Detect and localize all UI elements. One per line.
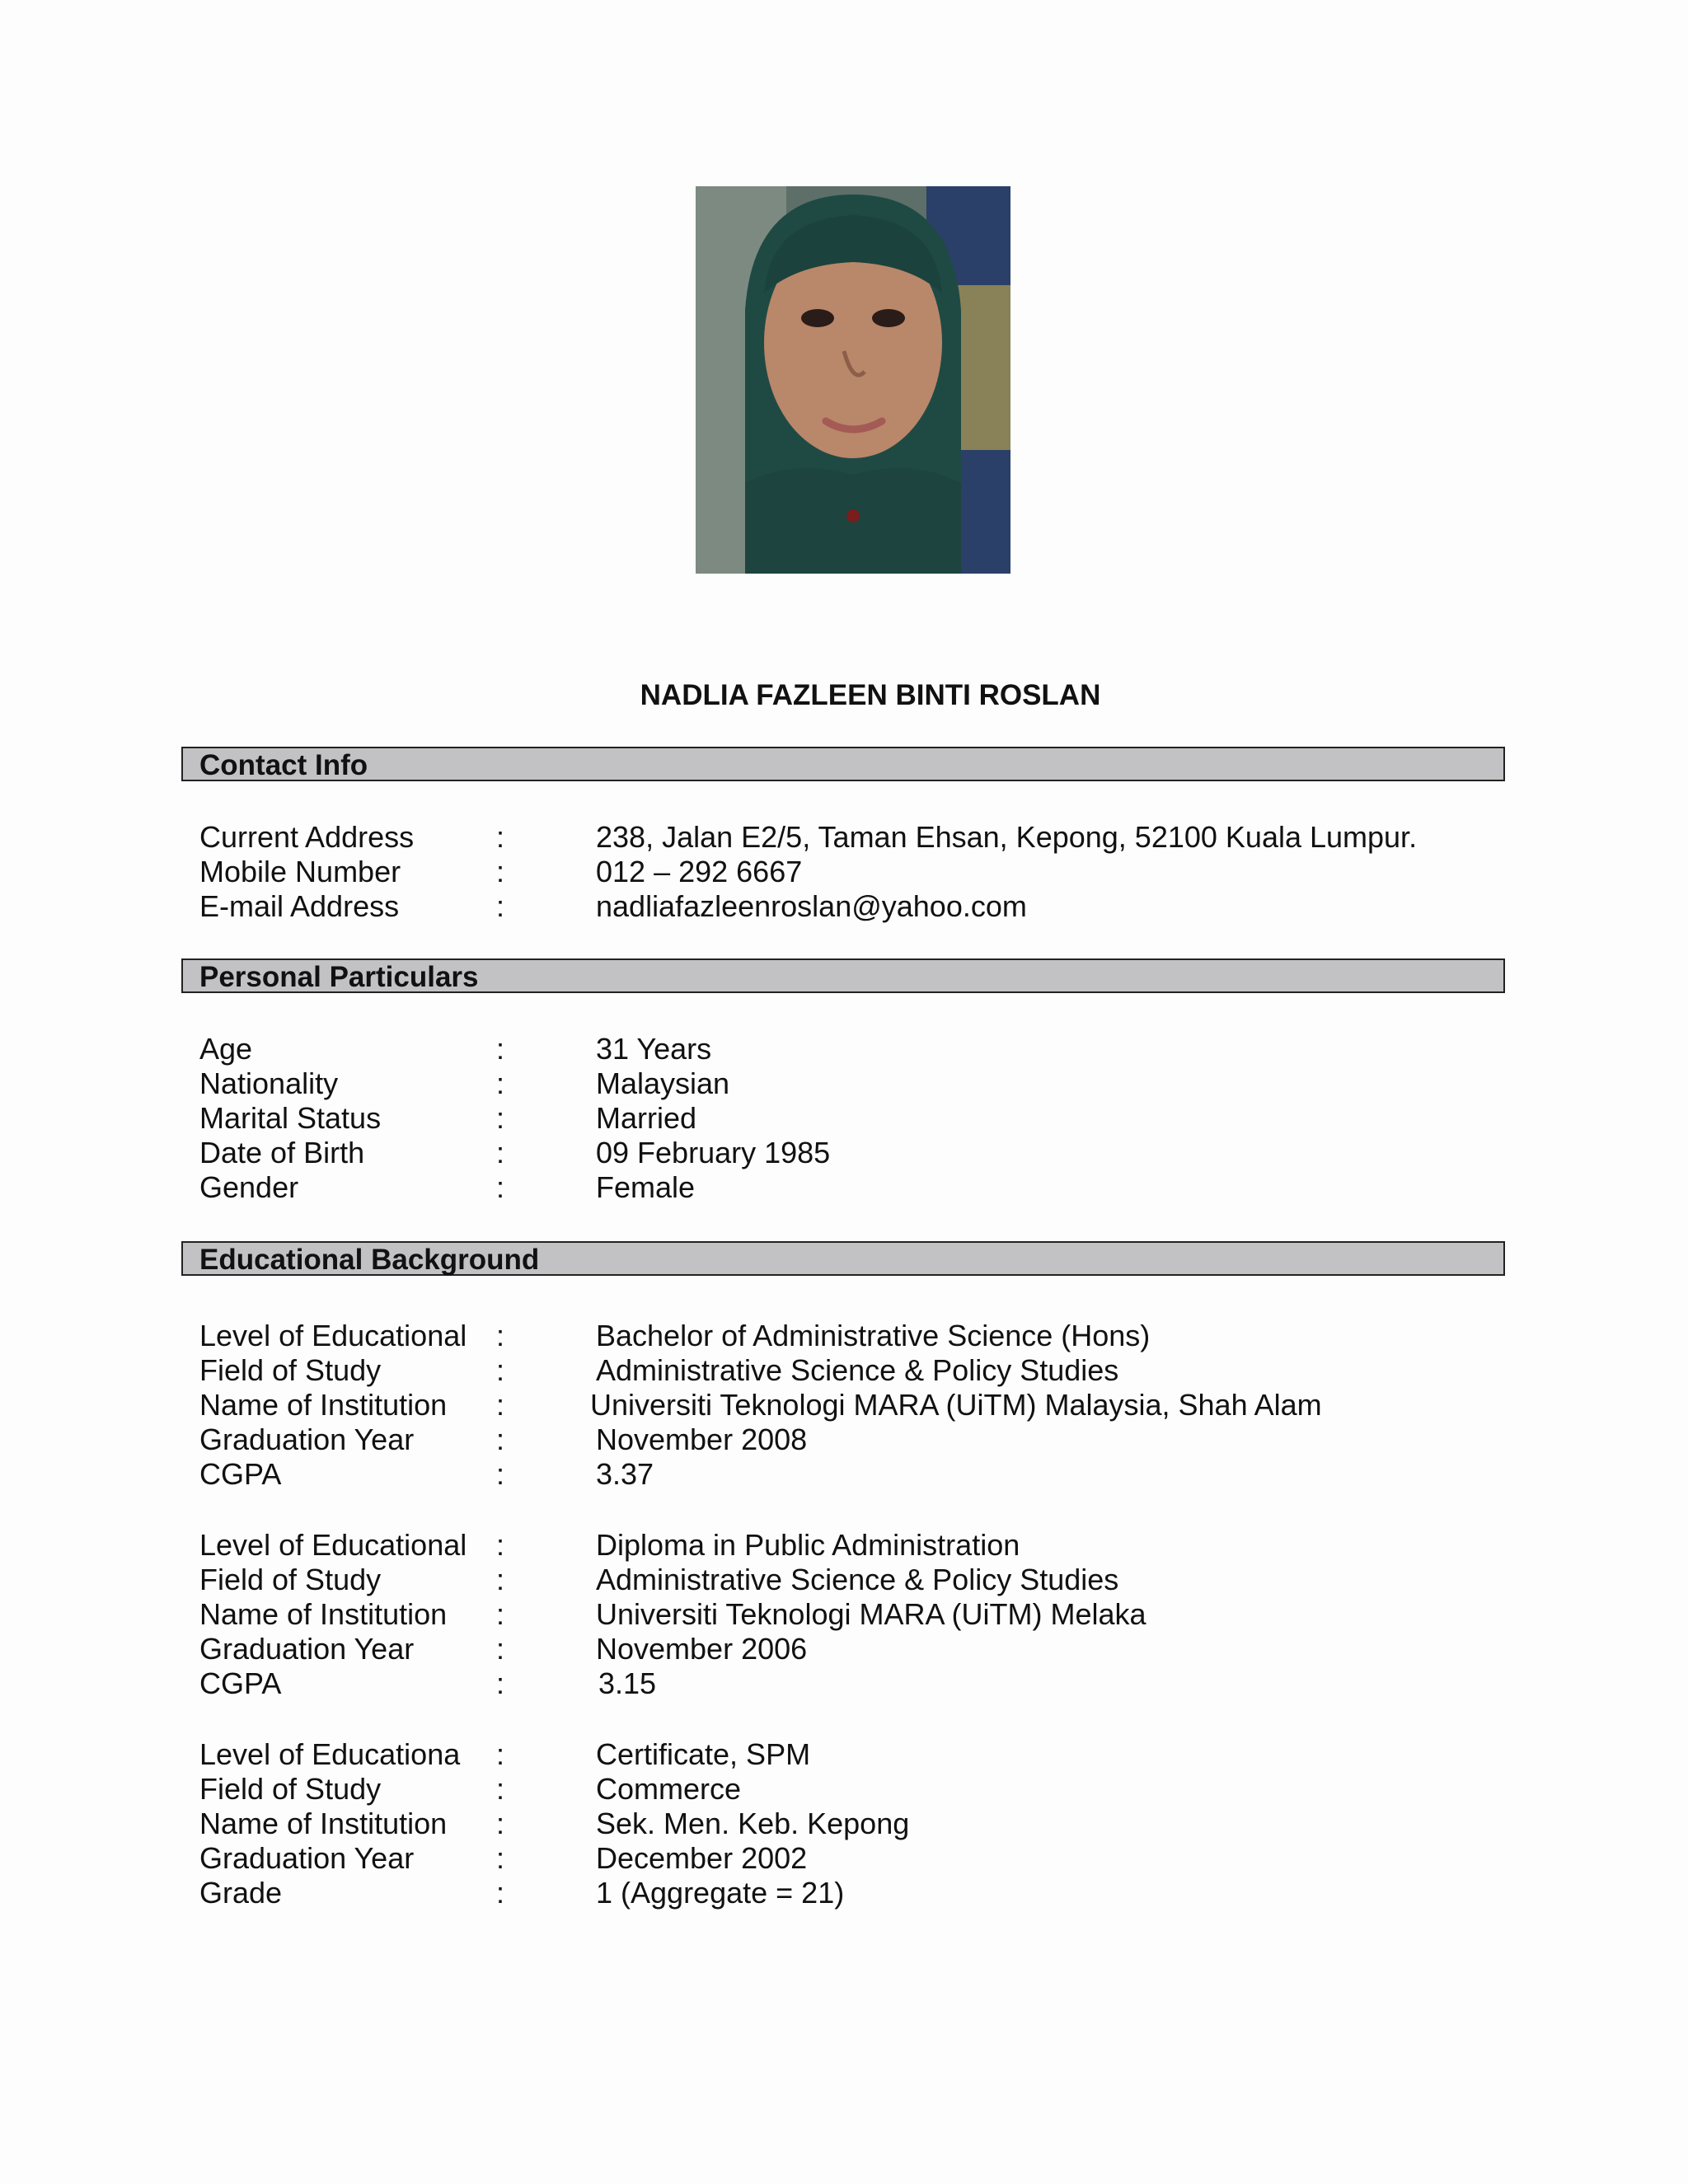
row-separator: : — [496, 1737, 505, 1771]
education-row-cgpa — [0, 1457, 1688, 1492]
row-separator: : — [496, 1457, 505, 1491]
row-separator: : — [496, 820, 505, 854]
education-row-institution — [0, 1807, 1688, 1841]
education-row-level — [0, 1528, 1688, 1563]
row-value: November 2008 — [596, 1422, 808, 1456]
row-value: Commerce — [596, 1772, 742, 1806]
row-label: Gender — [199, 1170, 299, 1204]
personal-row-dob — [0, 1136, 1688, 1170]
section-header-contact — [181, 747, 1505, 781]
section-title-personal: Personal Particulars — [199, 961, 479, 993]
row-value: 3.37 — [596, 1457, 654, 1491]
row-value: Certificate, SPM — [596, 1737, 811, 1771]
education-row-graduation-year — [0, 1632, 1688, 1666]
row-value: Universiti Teknologi MARA (UiTM) Melaka — [596, 1597, 1146, 1631]
row-label: Graduation Year — [199, 1841, 415, 1875]
applicant-name: NADLIA FAZLEEN BINTI ROSLAN — [640, 679, 1101, 711]
row-value: Administrative Science & Policy Studies — [596, 1353, 1119, 1387]
row-value: 1 (Aggregate = 21) — [596, 1876, 845, 1910]
row-separator: : — [496, 1597, 505, 1631]
row-value: Married — [596, 1101, 697, 1135]
row-label: Mobile Number — [199, 855, 401, 888]
row-separator: : — [496, 1353, 505, 1387]
row-label: Graduation Year — [199, 1422, 415, 1456]
section-header-education — [181, 1241, 1505, 1276]
education-row-level — [0, 1319, 1688, 1353]
row-label: Grade — [199, 1876, 283, 1910]
row-value: 3.15 — [598, 1666, 657, 1700]
personal-row-age — [0, 1032, 1688, 1066]
row-separator: : — [496, 1101, 505, 1135]
row-separator: : — [496, 1666, 505, 1700]
row-separator: : — [496, 1841, 505, 1875]
row-label: Marital Status — [199, 1101, 382, 1135]
row-value: Universiti Teknologi MARA (UiTM) Malaysia, Shah Alam — [590, 1388, 1322, 1422]
row-separator: : — [496, 1807, 505, 1840]
row-label: Graduation Year — [199, 1632, 415, 1666]
row-label: E-mail Address — [199, 889, 400, 923]
row-value: Administrative Science & Policy Studies — [596, 1563, 1119, 1596]
education-row-cgpa — [0, 1666, 1688, 1701]
row-label: Current Address — [199, 820, 415, 854]
row-label: Name of Institution — [199, 1807, 448, 1840]
row-separator: : — [496, 1563, 505, 1596]
row-separator: : — [496, 1319, 505, 1352]
row-separator: : — [496, 1388, 505, 1422]
row-separator: : — [496, 1136, 505, 1169]
row-value: 012 – 292 6667 — [596, 855, 803, 888]
section-title-education: Educational Background — [199, 1244, 540, 1276]
contact-row-email — [0, 889, 1688, 924]
education-row-level — [0, 1737, 1688, 1772]
row-separator: : — [496, 1422, 505, 1456]
row-separator: : — [496, 1170, 505, 1204]
personal-row-marital-status — [0, 1101, 1688, 1136]
row-separator: : — [496, 889, 505, 923]
row-separator: : — [496, 1876, 505, 1910]
personal-row-nationality — [0, 1066, 1688, 1101]
row-value: 31 Years — [596, 1032, 712, 1066]
row-separator: : — [496, 1528, 505, 1562]
row-value: Bachelor of Administrative Science (Hons) — [596, 1319, 1151, 1352]
row-label: Field of Study — [199, 1563, 382, 1596]
row-separator: : — [496, 1632, 505, 1666]
personal-row-gender — [0, 1170, 1688, 1205]
row-label: Level of Educational — [199, 1528, 467, 1562]
row-label: Level of Educational — [199, 1319, 467, 1352]
row-separator: : — [496, 1066, 505, 1100]
row-value: 09 February 1985 — [596, 1136, 831, 1169]
row-value: November 2006 — [596, 1632, 808, 1666]
profile-photo — [696, 186, 1010, 574]
education-row-institution — [0, 1597, 1688, 1632]
row-value: Diploma in Public Administration — [596, 1528, 1020, 1562]
row-value: nadliafazleenroslan@yahoo.com — [596, 889, 1027, 923]
education-row-field — [0, 1772, 1688, 1807]
row-value: 238, Jalan E2/5, Taman Ehsan, Kepong, 52100 Kuala Lumpur. — [596, 820, 1418, 854]
section-header-personal — [181, 958, 1505, 993]
row-label: Name of Institution — [199, 1388, 448, 1422]
row-label: CGPA — [199, 1457, 282, 1491]
row-label: Field of Study — [199, 1353, 382, 1387]
education-row-graduation-year — [0, 1422, 1688, 1457]
row-separator: : — [496, 1772, 505, 1806]
row-value: Sek. Men. Keb. Kepong — [596, 1807, 910, 1840]
education-row-graduation-year — [0, 1841, 1688, 1876]
row-separator: : — [496, 855, 505, 888]
row-label: Field of Study — [199, 1772, 382, 1806]
education-row-institution — [0, 1388, 1688, 1422]
row-value: Malaysian — [596, 1066, 730, 1100]
row-label: Age — [199, 1032, 253, 1066]
contact-row-address — [0, 820, 1688, 855]
row-value: December 2002 — [596, 1841, 808, 1875]
row-label: Level of Educationa — [199, 1737, 461, 1771]
education-row-field — [0, 1353, 1688, 1388]
row-value: Female — [596, 1170, 696, 1204]
row-separator: : — [496, 1032, 505, 1066]
row-label: CGPA — [199, 1666, 282, 1700]
contact-row-mobile — [0, 855, 1688, 889]
education-row-field — [0, 1563, 1688, 1597]
row-label: Date of Birth — [199, 1136, 365, 1169]
row-label: Name of Institution — [199, 1597, 448, 1631]
education-row-grade — [0, 1876, 1688, 1910]
row-label: Nationality — [199, 1066, 339, 1100]
section-title-contact: Contact Info — [199, 749, 368, 781]
